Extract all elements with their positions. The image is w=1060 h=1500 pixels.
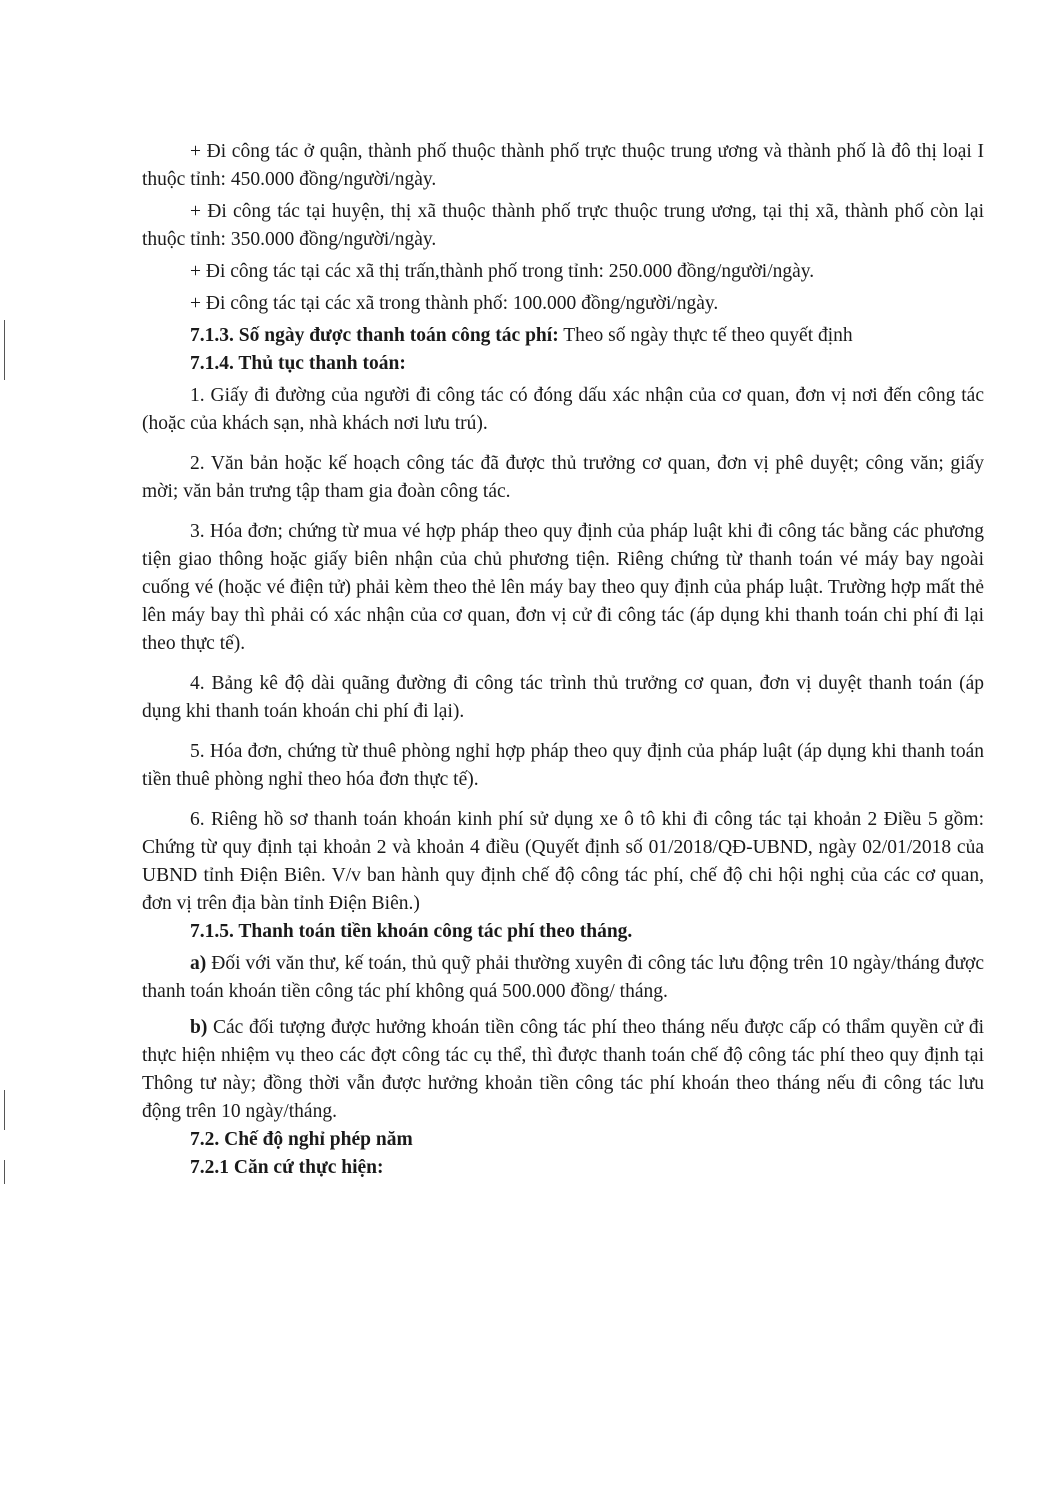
paragraph-item-3: 3. Hóa đơn; chứng từ mua vé hợp pháp theo quy định của pháp luật khi đi công tác bằng các phương tiện giao thông hoặc giấy biên nhận của chủ phương tiện. Riêng chứng từ thanh toán vé máy bay ngoài cuống vé (hoặc vé điện tử) phải kèm theo thẻ lên máy bay theo quy định của pháp luật. Trường hợp mất thẻ lên máy bay thì phải có xác nhận của cơ quan, đơn vị cử đi công tác (áp dụng khi thanh toán chi phí đi lại theo thực tế). [142,521,984,654]
paragraph-payment-days [142,322,984,350]
paragraph-city-commune-rate: + Đi công tác tại các xã trong thành phố: 100.000 đồng/người/ngày. [190,293,719,314]
paragraph-item-4: 4. Bảng kê độ dài quãng đường đi công tác trình thủ trưởng cơ quan, đơn vị duyệt thanh toán (áp dụng khi thanh toán khoán chi phí đi lại). [142,673,984,722]
paragraph-item-b [142,1014,984,1126]
scan-edge-mark [4,1160,5,1184]
section-number-7-1-3: 7.1.3. Số ngày được thanh toán công tác phí: [190,325,559,346]
heading-7-2-1: 7.2.1 Căn cứ thực hiện: [190,1157,384,1178]
paragraph-commune-rate: + Đi công tác tại các xã thị trấn,thành phố trong tỉnh: 250.000 đồng/người/ngày. [190,261,815,282]
item-label-a: a) [190,953,207,974]
paragraph-text: Các đối tượng được hưởng khoán tiền công tác phí theo tháng nếu được cấp có thẩm quyền cử đi thực hiện nhiệm vụ theo các đợt công tác cụ thể, thì được thanh toán chế độ công tác phí theo quy định tại Thông tư này; đồng thời vẫn được hưởng khoản tiền công tác phí khoán theo tháng nếu đi công tác lưu động trên 10 ngày/tháng. [142,1017,984,1122]
heading-7-1-4: 7.1.4. Thủ tục thanh toán: [190,353,406,374]
paragraph-item-6: 6. Riêng hồ sơ thanh toán khoán kinh phí sử dụng xe ô tô khi đi công tác tại khoản 2 Điều 5 gồm: Chứng từ quy định tại khoản 2 và khoản 4 điều (Quyết định số 01/2018/QĐ-UBND, ngày 02/01/2018 của UBND tỉnh Điện Biên. V/v ban hành quy định chế độ công tác phí, chế độ chi hội nghị của các cơ quan, đơn vị trên địa bàn tỉnh Điện Biên.) [142,809,984,914]
heading-7-1-5: 7.1.5. Thanh toán tiền khoán công tác phí theo tháng. [190,921,633,942]
paragraph-text: Đối với văn thư, kế toán, thủ quỹ phải thường xuyên đi công tác lưu động trên 10 ngày/tháng được thanh toán khoán tiền công tác phí không quá 500.000 đồng/ tháng. [142,953,984,1002]
paragraph-text: Theo số ngày thực tế theo quyết định [558,325,853,346]
scan-edge-mark [4,1090,5,1130]
paragraph-item-2: 2. Văn bản hoặc kế hoạch công tác đã được thủ trưởng cơ quan, đơn vị phê duyệt; công văn; giấy mời; văn bản trưng tập tham gia đoàn công tác. [142,453,984,502]
scan-edge-mark [4,320,5,380]
heading-7-2: 7.2. Chế độ nghỉ phép năm [190,1129,413,1150]
document-body [142,138,984,1182]
item-label-b: b) [190,1017,208,1038]
paragraph-item-a [142,950,984,1006]
paragraph-district-rate: + Đi công tác tại huyện, thị xã thuộc thành phố trực thuộc trung ương, tại thị xã, thành phố còn lại thuộc tỉnh: 350.000 đồng/người/ngày. [142,201,984,250]
paragraph-city-rate: + Đi công tác ở quận, thành phố thuộc thành phố trực thuộc trung ương và thành phố là đô thị loại I thuộc tỉnh: 450.000 đồng/người/ngày. [142,141,984,190]
paragraph-item-1: 1. Giấy đi đường của người đi công tác có đóng dấu xác nhận của cơ quan, đơn vị nơi đến công tác (hoặc của khách sạn, nhà khách nơi lưu trú). [142,385,984,434]
paragraph-item-5: 5. Hóa đơn, chứng từ thuê phòng nghỉ hợp pháp theo quy định của pháp luật (áp dụng khi thanh toán tiền thuê phòng nghỉ theo hóa đơn thực tế). [142,741,984,790]
